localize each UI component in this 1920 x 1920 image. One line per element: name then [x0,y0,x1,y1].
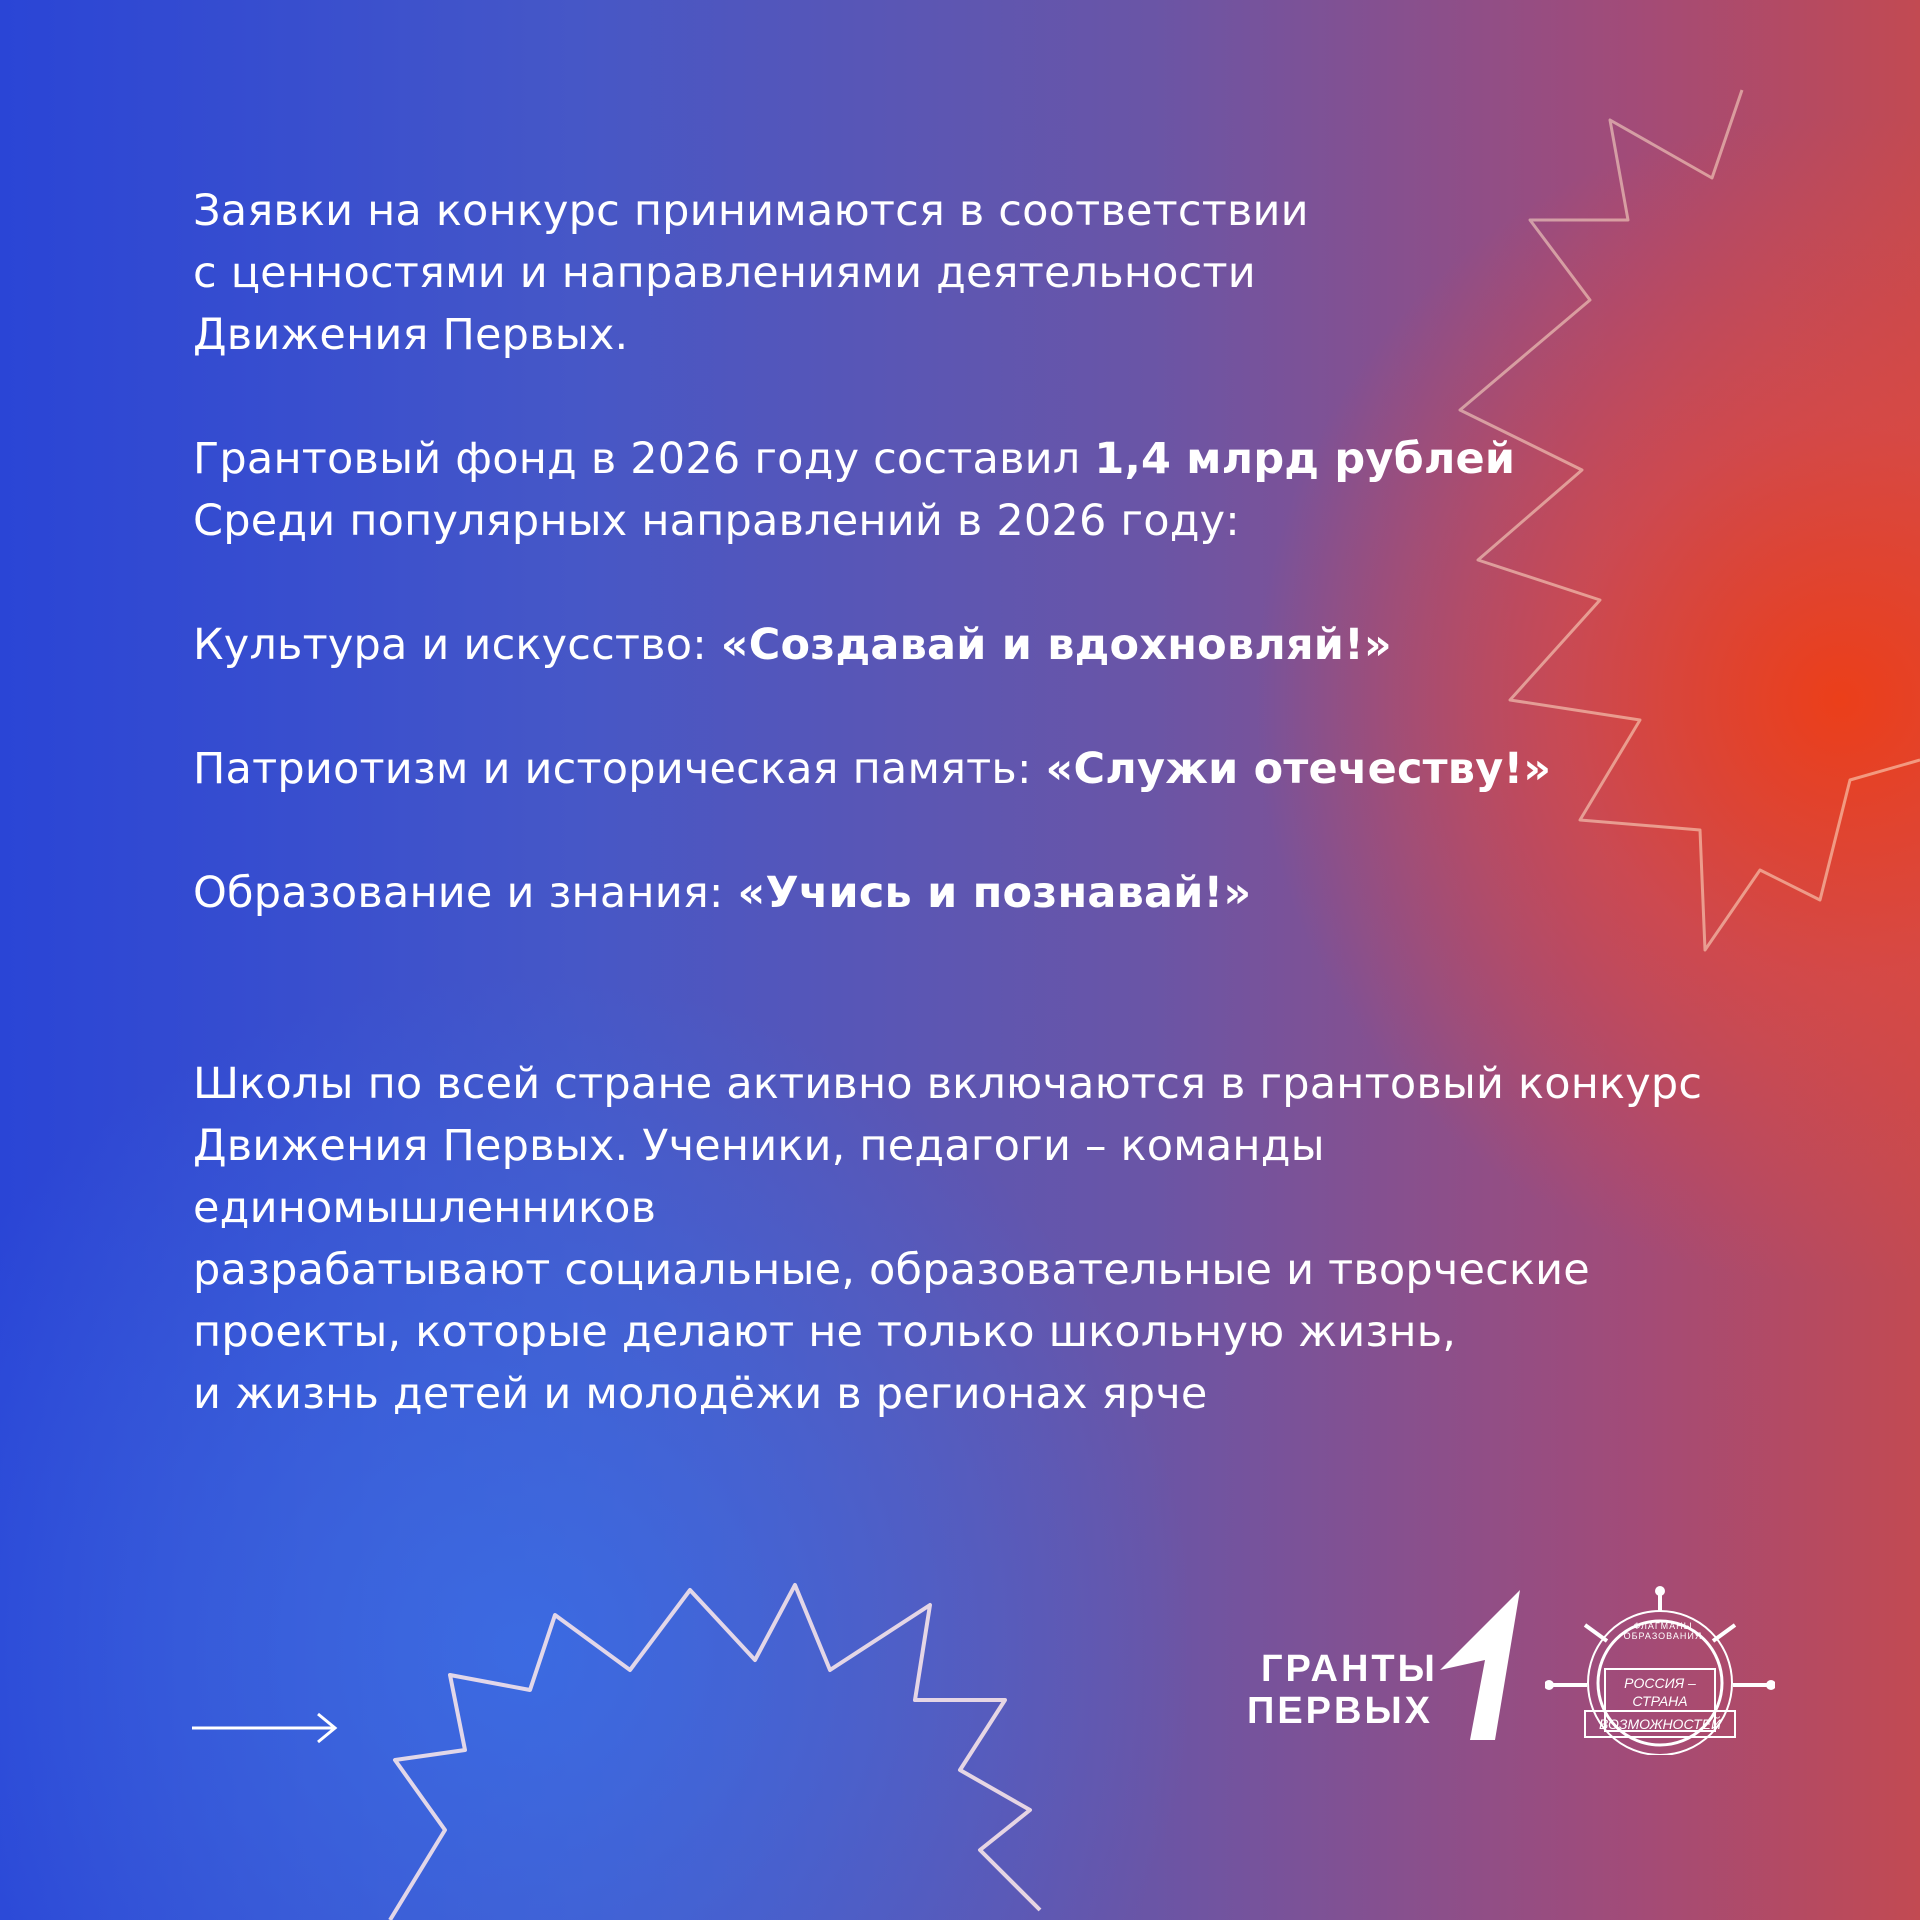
fund-text: Грантовый фонд в 2026 году составил [193,434,1095,484]
direction-patriotism [193,738,1753,800]
direction-label: Культура и искусство: [193,620,721,670]
arrow-right-icon[interactable] [190,1710,340,1746]
fund-line [193,428,1753,490]
intro-line: Заявки на конкурс принимаются в соответствии [193,186,1309,236]
schools-line: Школы по всей стране активно включаются в грантовый конкурс [193,1059,1703,1109]
direction-slogan: «Учись и познавай!» [737,868,1252,918]
fund-paragraph [193,428,1753,552]
grants-logo-line1: ГРАНТЫ [1261,1648,1438,1690]
direction-culture [193,614,1753,676]
flagships-logo [1545,1585,1775,1755]
direction-label: Образование и знания: [193,868,738,918]
first-logo-mark-icon [1440,1590,1530,1740]
grants-logo-line2: ПЕРВЫХ [1247,1690,1433,1732]
fund-line: Среди популярных направлений в 2026 году: [193,496,1240,546]
flagships-arc-text: ФЛАГМАНЫ ОБРАЗОВАНИЯ [1623,1621,1703,1641]
schools-paragraph [193,1053,1753,1425]
fund-amount: 1,4 млрд рублей [1094,434,1516,484]
direction-slogan: «Служи отечеству!» [1045,744,1552,794]
schools-line: разрабатывают социальные, образовательные и творческие [193,1245,1590,1295]
intro-paragraph [193,180,1753,366]
schools-line: Движения Первых. Ученики, педагоги – команды единомышленников [193,1121,1325,1233]
schools-line: проекты, которые делают не только школьную жизнь, [193,1307,1457,1357]
intro-line: с ценностями и направлениями деятельности [193,248,1256,298]
grants-logo [1245,1590,1535,1740]
direction-label: Патриотизм и историческая память: [193,744,1046,794]
direction-education [193,862,1753,924]
flagships-line1: РОССИЯ – [1624,1675,1696,1691]
flagships-line2: СТРАНА [1632,1693,1688,1709]
schools-line: и жизнь детей и молодёжи в регионах ярче [193,1369,1208,1419]
flagships-line3: ВОЗМОЖНОСТЕЙ [1599,1716,1721,1732]
intro-line: Движения Первых. [193,310,629,360]
direction-slogan: «Создавай и вдохновляй!» [720,620,1392,670]
